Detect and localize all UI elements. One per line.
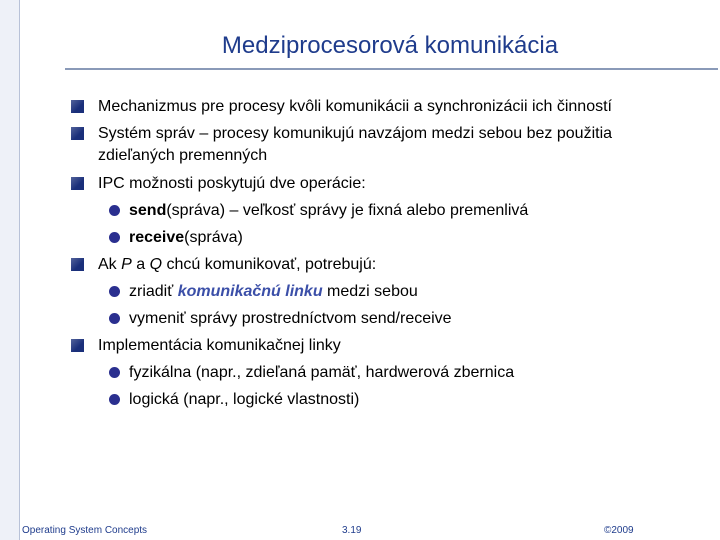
subbullet-logical: logická (napr., logické vlastnosti) — [129, 391, 360, 408]
subbullet-receive — [129, 228, 243, 247]
process-q: Q — [149, 256, 163, 273]
communication-link-highlight: komunikačnú linku — [177, 283, 323, 300]
bullet-2-text-line-1: Systém správ – procesy komunikujú navzájom medzi sebou bez použitia — [98, 125, 613, 142]
bullet-1-text: Mechanizmus pre procesy kvôli komunikácii a synchronizácii ich činností — [98, 98, 612, 115]
receive-description: (správa) — [184, 229, 243, 246]
establish-prefix: zriadiť — [129, 283, 178, 300]
footer-slide-number: 3.19 — [342, 525, 362, 536]
square-bullet-icon — [71, 177, 84, 190]
bullet-4-prefix: Ak — [98, 256, 122, 273]
round-subbullet-icon — [109, 286, 120, 297]
square-bullet-icon — [71, 339, 84, 352]
subbullet-physical: fyzikálna (napr., zdieľaná pamäť, hardwerová zbernica — [129, 364, 515, 381]
title-divider — [65, 68, 718, 70]
footer-course-title: Operating System Concepts — [22, 525, 148, 536]
square-bullet-icon — [71, 100, 84, 113]
square-bullet-icon — [71, 258, 84, 271]
bullet-4-suffix: chcú komunikovať, potrebujú: — [162, 256, 377, 273]
process-p: P — [121, 256, 132, 273]
subbullet-exchange-messages: vymeniť správy prostredníctvom send/receive — [129, 310, 452, 327]
bullet-2-text-line-2: zdieľaných premenných — [98, 147, 268, 164]
round-subbullet-icon — [109, 232, 120, 243]
bullet-5-text: Implementácia komunikačnej linky — [98, 337, 341, 354]
subbullet-send — [129, 201, 528, 220]
bullet-3-text: IPC možnosti poskytujú dve operácie: — [98, 175, 366, 192]
send-keyword: send — [129, 202, 167, 219]
establish-suffix: medzi sebou — [322, 283, 418, 300]
subbullet-establish-link — [129, 282, 418, 301]
round-subbullet-icon — [109, 313, 120, 324]
round-subbullet-icon — [109, 205, 120, 216]
left-decorative-bar — [0, 0, 20, 540]
bullet-4-text — [98, 255, 376, 274]
square-bullet-icon — [71, 127, 84, 140]
round-subbullet-icon — [109, 367, 120, 378]
receive-keyword: receive — [129, 229, 185, 246]
slide-title: Medziprocesorová komunikácia — [221, 32, 559, 59]
send-description: (správa) – veľkosť správy je fixná alebo premenlivá — [166, 202, 529, 219]
round-subbullet-icon — [109, 394, 120, 405]
bullet-4-conjunction: a — [131, 256, 150, 273]
footer-copyright: ©2009 — [604, 525, 634, 536]
